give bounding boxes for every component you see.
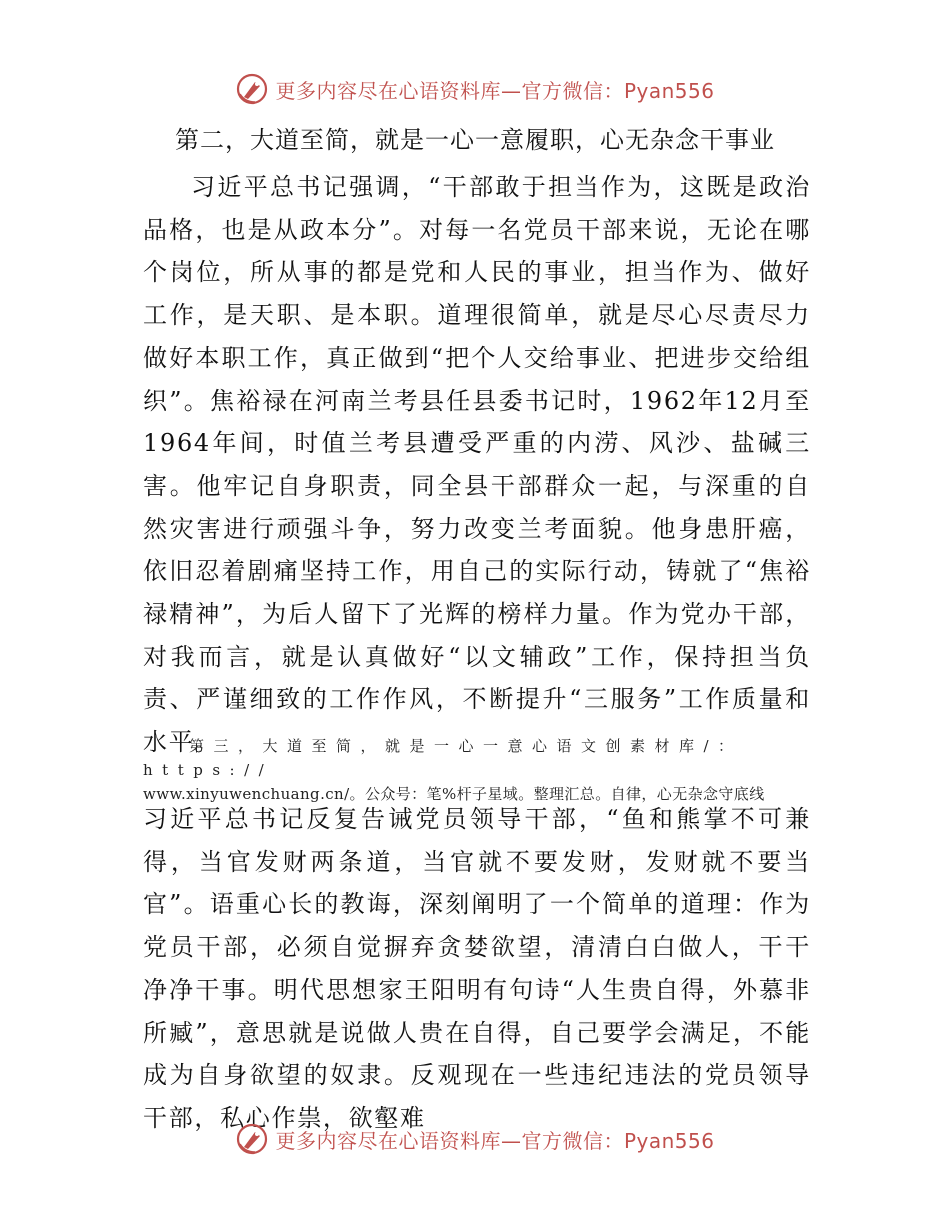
- header-watermark-text: 更多内容尽在心语资料库—官方微信：Pyan556: [275, 78, 715, 103]
- body-paragraph-1: 习近平总书记强调，“干部敢于担当作为，这既是政治品格，也是从政本分”。对每一名党员干部来说，无论在哪个岗位，所从事的都是党和人民的事业，担当作为、做好工作，是天职、是本职。道理很简单，就是尽心尽责尽力做好本职工作，真正做到“把个人交给事业、把进步交给组织”。焦裕禄在河南兰考县任县委书记时，1962年12月至1964年间，时值兰考县遭受严重的内涝、风沙、盐碱三害。他牢记自身职责，同全县干部群众一起，与深重的自然灾害进行顽强斗争，努力改变兰考面貌。他身患肝癌，依旧忍着剧痛坚持工作，用自己的实际行动，铸就了“焦裕禄精神”，为后人留下了光辉的榜样力量。作为党办干部，对我而言，就是认真做好“以文辅政”工作，保持担当负责、严谨细致的工作作风，不断提升“三服务”工作质量和水平。: [143, 173, 811, 757]
- footer-watermark-banner: [0, 1122, 950, 1156]
- pen-nib-logo-icon: [235, 72, 269, 106]
- source-note-line-1: 第三，大道至简，就是一心一意心语文创素材库/：https://: [143, 737, 743, 779]
- header-watermark-banner: [0, 72, 950, 106]
- body-paragraph-2: 习近平总书记反复告诫党员领导干部，“鱼和熊掌不可兼得，当官发财两条道，当官就不要发财，发财就不要当官”。语重心长的教诲，深刻阐明了一个简单的道理：作为党员干部，必须自觉摒弃贪婪欲望，清清白白做人，干干净净干事。明代思想家王阳明有句诗“人生贵自得，外慕非所臧”，意思就是说做人贵在自得，自己要学会满足，不能成为自身欲望的奴隶。反观现在一些违纪违法的党员领导干部，私心作祟，欲壑难: [143, 805, 811, 1132]
- source-note: [143, 734, 811, 806]
- section-heading: 第二，大道至简，就是一心一意履职，心无杂念干事业: [175, 126, 775, 154]
- pen-nib-logo-icon: [235, 1122, 269, 1156]
- source-note-line-2: www.xinyuwenchuang.cn/。公众号：笔%杆子星域。整理汇总。自律，心无杂念守底线: [143, 785, 765, 803]
- footer-watermark-text: 更多内容尽在心语资料库—官方微信：Pyan556: [275, 1128, 715, 1153]
